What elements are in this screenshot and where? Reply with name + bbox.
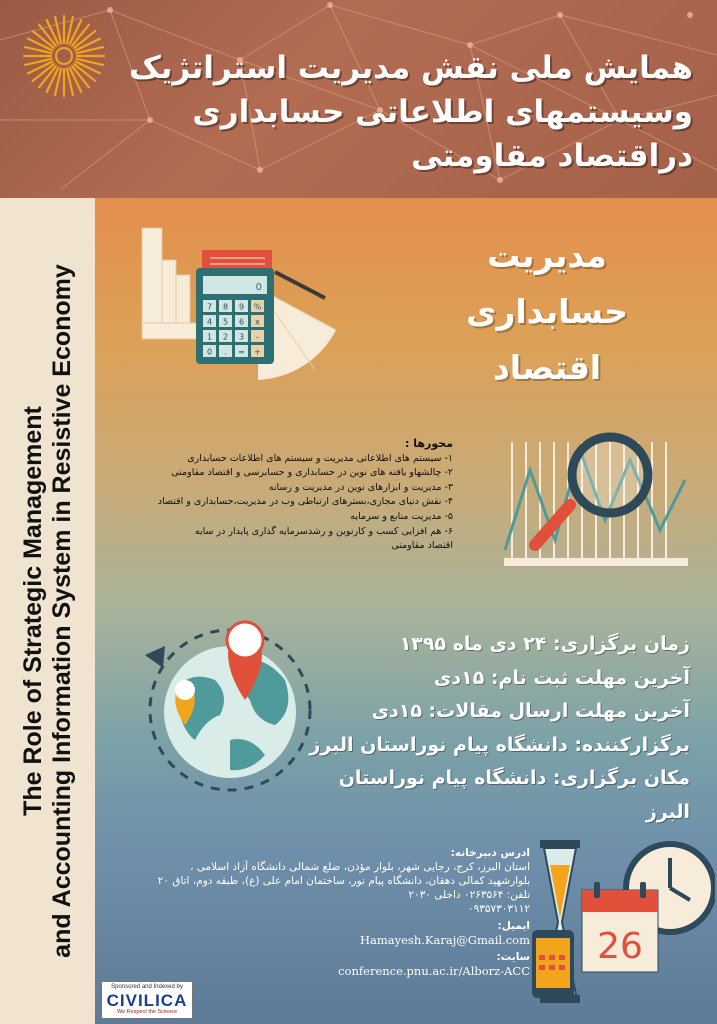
registration-deadline: آخرین مهلت ثبت نام: ۱۵دی xyxy=(433,666,690,689)
title-line-1: همایش ملی نقش مدیریت استراتژیک xyxy=(129,50,693,86)
calculator-key-label: 0 xyxy=(206,347,213,357)
topic-item: ۱- سیستم های اطلاعاتی مدیریت و سیستم های اطلاعات حسابداری xyxy=(187,452,453,464)
calculator-key-label: 9 xyxy=(238,302,245,312)
calculator-display: 0 xyxy=(255,282,262,293)
badge-name: CIVILICA xyxy=(106,991,188,1010)
english-title-line-2: and Accounting Information System in Resistive Economy xyxy=(48,264,76,958)
topic-item: اقتصاد مقاومتی xyxy=(391,540,453,552)
organizer: برگزارکننده: دانشگاه پیام نوراستان البرز xyxy=(309,733,690,756)
calculator-key-label: + xyxy=(254,347,261,357)
mobile: ۰۹۳۵۷۳۰۳۱۱۲ xyxy=(467,903,530,915)
submission-deadline: آخرین مهلت ارسال مقالات: ۱۵دی xyxy=(371,700,690,722)
english-title-line-1: The Role of Strategic Management xyxy=(19,406,47,816)
conference-title xyxy=(53,46,693,178)
calculator-key-label: x xyxy=(255,317,260,327)
title-line-2: وسیستمهای اطلاعاتی حسابداری دراقتصاد مقاومتی xyxy=(192,94,693,174)
topic-item: ۴- نقش دنیای مجازی،بسترهای ارتباطی وب در مدیریت،حسابداری و اقتصاد xyxy=(157,496,453,508)
email-label: ایمیل: xyxy=(497,920,530,932)
address-label: ادرس دبیرخانه: xyxy=(450,847,530,859)
heading-management: مدیریت xyxy=(487,236,607,275)
phone: تلفن: ۰۲۶۳۵۶۴ داخلی ۲۰۳۰ xyxy=(408,889,530,901)
topic-item: ۵- مدیریت منابع و سرمایه xyxy=(350,510,453,522)
calculator-key-label: 4 xyxy=(206,317,213,327)
calculator-key-label: 1 xyxy=(206,332,213,342)
calculator-key-label: 6 xyxy=(238,317,245,327)
event-date: زمان برگزاری: ۲۴ دی ماه ۱۳۹۵ xyxy=(399,633,690,655)
calculator-key-label: 3 xyxy=(238,332,245,342)
event-details xyxy=(300,628,690,829)
site-label: سایت: xyxy=(496,951,530,963)
email-link[interactable]: Hamayesh.Karaj@Gmail.com xyxy=(359,933,530,947)
magnifier-chart-illustration xyxy=(500,430,690,575)
topic-item: ۲- چالشهاو یافته های نوین در حسابداری و حسابرسی و اقتصاد مقاومتی xyxy=(171,467,453,479)
contact-info xyxy=(100,846,530,978)
address-line: بلوارشهید کمالی دهقان، دانشگاه پیام نور، ساختمان امام علی (ع)، طبقه دوم، اتاق ۲۰ xyxy=(157,875,530,887)
venue: مکان برگزاری: دانشگاه پیام نوراستان البرز xyxy=(338,767,690,823)
topic-item: ۶- هم افزایی کسب و کارنوین و رشدسرمایه گذاری پایدار در سایه xyxy=(194,525,453,537)
heading-accounting: حسابداری xyxy=(466,292,628,331)
badge-top-text: Sponsored and Indexed by xyxy=(111,984,183,990)
address-line: استان البرز، کرج، رجایی شهر، بلوار مؤذن، ضلع شمالی دانشگاه آزاد اسلامی ، xyxy=(190,861,530,873)
calculator-key-label: 7 xyxy=(206,302,213,312)
calculator-illustration xyxy=(140,220,340,380)
topic-item: ۳- مدیریت و ابزارهای نوین در مدیریت و رسانه xyxy=(268,481,453,493)
civilica-badge[interactable] xyxy=(101,981,193,1019)
topics-heading xyxy=(437,228,657,396)
calendar-day: 26 xyxy=(597,926,643,967)
website-link[interactable]: conference.pnu.ac.ir/Alborz-ACC xyxy=(338,964,530,978)
header-banner xyxy=(0,0,717,198)
calculator-key-label: % xyxy=(253,302,262,312)
badge-tagline: We Respect the Science xyxy=(116,1009,178,1015)
time-illustration xyxy=(530,830,715,1020)
calculator-key-label: 8 xyxy=(222,302,229,312)
globe-illustration xyxy=(135,600,325,800)
calculator-key-label: . xyxy=(224,347,227,357)
calculator-key-label: = xyxy=(238,347,245,357)
calculator-key-label: - xyxy=(256,332,259,342)
topics-label: محورها : xyxy=(405,437,453,450)
topics-list xyxy=(148,437,453,554)
english-title xyxy=(19,201,77,1021)
heading-economy: اقتصاد xyxy=(492,348,602,387)
calculator-key-label: 5 xyxy=(222,317,229,327)
calculator-key-label: 2 xyxy=(222,332,229,342)
